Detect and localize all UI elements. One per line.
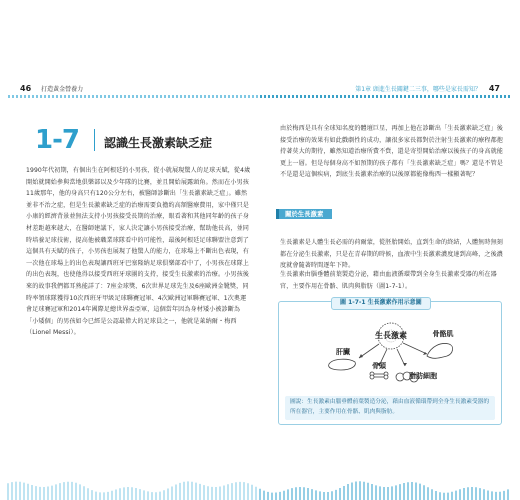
arrows <box>359 343 427 366</box>
muscle-label: 骨骼肌 <box>432 330 454 338</box>
fat-label: 脂肪細胞 <box>409 372 437 380</box>
decorative-tick-border <box>0 470 520 500</box>
arrow-muscle <box>403 343 427 354</box>
left-page <box>8 73 260 446</box>
bone-icon <box>370 372 388 379</box>
chapter-title: 認識生長激素缺乏症 <box>104 136 213 150</box>
liver-label: 肝臟 <box>336 348 350 356</box>
right-page <box>260 73 512 446</box>
left-header <box>20 85 83 93</box>
chapter-number: 1-7 <box>35 125 79 155</box>
figure-box <box>278 301 502 425</box>
chapter-divider <box>94 129 95 151</box>
right-page-number: 47 <box>488 84 500 93</box>
right-header <box>355 85 500 93</box>
left-page-number: 46 <box>20 84 32 93</box>
right-header-title: 第1章 頭進生長關鍵二三事，哪些是家長需知？ <box>355 86 481 93</box>
left-header-stripe <box>8 95 260 98</box>
right-body-paragraph-2: 生長激素是人體生長必需的荷爾蒙，從胚胎開始，直到生命的終結，人體無時無刻都在分泌生長激素，只是在青春期的時候，血液中生長激素濃度達到高峰，之後濃度就會隨著時間逐年下降。 <box>280 239 503 270</box>
section-heading: 關於生長激素 <box>276 209 332 219</box>
right-body-paragraph-3: 生長激素由腦垂體前葉製造分泌，藉由血液循環帶到全身生長激素受器的所在器官，主要作用在骨骼、肌肉與脂肪（圖1-7-1）。 <box>280 271 497 290</box>
figure-caption: 圖說：生長激素由腦垂體前葉製造分泌，藉由血液循環帶到全身生長激素受器的所在器官，主要作用在骨骼、肌肉與脂肪。 <box>285 396 495 420</box>
center-label: 生長激素 <box>375 331 407 340</box>
muscle-icon <box>427 344 453 359</box>
figure-title: 圖 1-7-1 生長激素作用示意圖 <box>331 297 431 310</box>
liver-icon <box>329 359 356 370</box>
right-header-stripe <box>260 95 512 98</box>
right-body-paragraph-1: 由於梅西是具有全球知名度的體壇巨星，再加上他在診斷出「生長激素缺乏症」後接受治療的效果有如此戲劇性的成功，讓很多家長都對於注射生長激素的療程都抱持著莫大的期待，雖然知道治療所費不貲，還是寄望開始治療以後孩子的身高就能更上一層。但是每個身高不如預期的孩子都有「生長激素缺乏症」嗎？還是不管是不是還是這個疾病，到底生長激素治療的以後原都能像梅西一樣顯著呢？ <box>280 125 503 179</box>
left-header-title: 打造黃金營養力 <box>41 86 84 93</box>
bone-label: 骨頭 <box>372 362 386 370</box>
growth-hormone-diagram <box>279 306 501 398</box>
left-body-paragraph: 1990年代初期，有個出生在阿根廷的小男孩，從小就展現驚人的足球天賦，從4歲開始就開始參與當地俱樂部以及少年隊的比賽，並且開始展露頭角。然而在小男孩11歲那年，他的身高只有120公分左右，被醫師診斷出「生長激素缺乏症」。雖然並非不治之症，但是生長激素缺乏症的治療需要負擔約高額醫療費用，家中僅只是小康的經濟背景並無法支持小男孩接受長期的治療，眼看著和其他同年齡的孩子身材差距越來越大，在醫師建議下，家人決定讓小男孩接受治療，幫助他長高，並同時培養足球技術，提高他被職業球隊看中的可能性，最後阿根廷足球聯盟注意到了這個具有天賦的孩子，小男孩也展現了他驚人的能力，在球場上不斷出色表現，有一次他在球場上的出色表現讓西班牙巴塞隆納足球俱樂部看中了，小男孩在球隊上的出色表現，也使他得以接受西班牙球團的支持，接受生長激素的治療。小男孩後來的故事我們都耳熟能詳了：7座金球獎、6次世界足球先生及6座歐洲金靴獎，同時率領球隊獲得10次西班牙甲級足球聯賽冠軍、4次歐洲冠軍聯賽冠軍、1次奧運會足球賽冠軍和2014年國際足總世界盃亞軍，這個當年因為身材矮小被診斷為「小矮個」的男孩如今已經是公認最偉大的足球員之一，他就是萊納爾・梅西（Lionel Messi）。 <box>26 167 251 337</box>
